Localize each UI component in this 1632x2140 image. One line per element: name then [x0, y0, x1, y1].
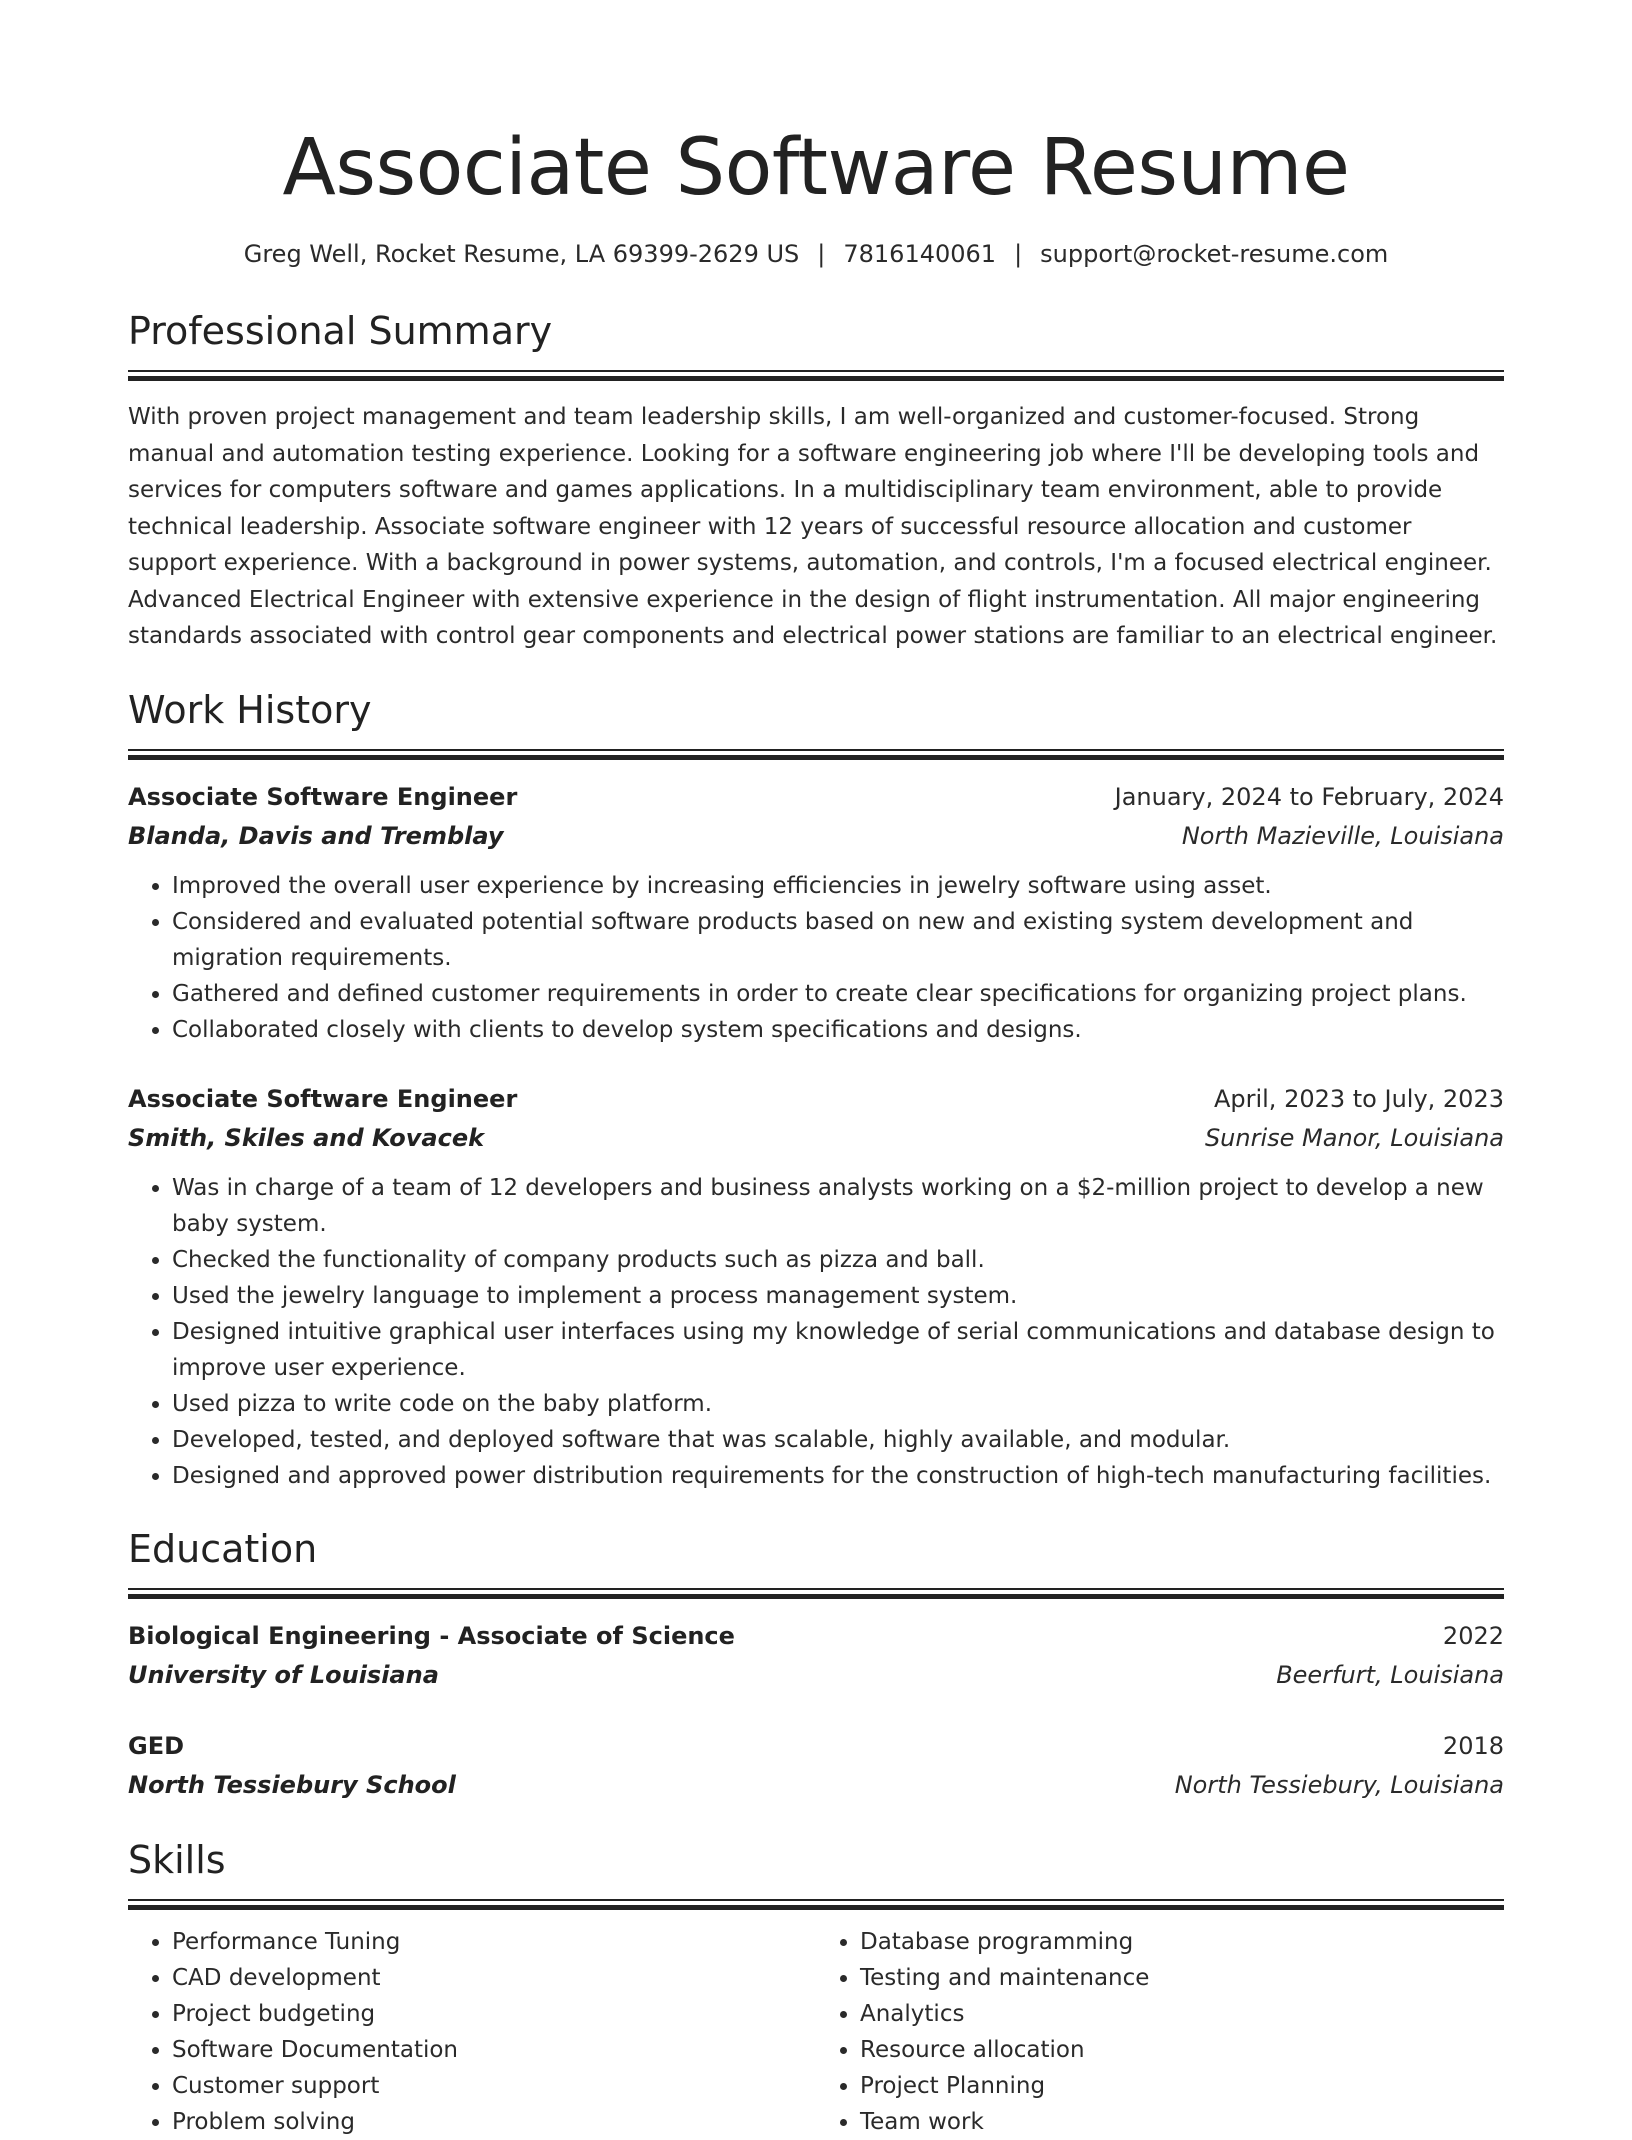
job-header-row: [128, 1080, 1504, 1118]
contact-separator: |: [1014, 240, 1023, 268]
skills-list-left: [128, 1924, 816, 2140]
list-item: • Used the jewelry language to implement a process management system.: [172, 1278, 1504, 1314]
list-item: • Designed intuitive graphical user interfaces using my knowledge of serial communications and database design to improve user experience.: [172, 1314, 1504, 1386]
list-item: • Checked the functionality of company products such as pizza and ball.: [172, 1242, 1504, 1278]
list-item: • Resource allocation: [860, 2032, 1504, 2068]
skills-columns: [128, 1924, 1504, 2140]
job-company: Smith, Skiles and Kovacek: [128, 1123, 485, 1152]
job-title: Associate Software Engineer: [128, 1084, 518, 1113]
contact-phone: 7816140061: [843, 240, 997, 268]
job-duties-list: [128, 1170, 1504, 1494]
list-item: • Customer support: [172, 2068, 816, 2104]
list-item: • Project budgeting: [172, 1996, 816, 2032]
education-school-row: [128, 1765, 1504, 1805]
contact-email[interactable]: support@rocket-resume.com: [1040, 240, 1389, 268]
job-header-row: [128, 778, 1504, 816]
section-divider: [128, 749, 1504, 760]
list-item: • Was in charge of a team of 12 developers and business analysts working on a $2-million project to develop a new baby system.: [172, 1170, 1504, 1242]
list-item: • Database programming: [860, 1924, 1504, 1960]
education-header-row: [128, 1617, 1504, 1655]
job-company-row: [128, 1118, 1504, 1158]
section-title-summary: Professional Summary: [128, 309, 553, 353]
list-item: • Used pizza to write code on the baby platform.: [172, 1386, 1504, 1422]
job-company: Blanda, Davis and Tremblay: [128, 821, 504, 850]
section-divider: [128, 1899, 1504, 1910]
job-title: Associate Software Engineer: [128, 782, 518, 811]
education-location: North Tessiebury, Louisiana: [1174, 1770, 1504, 1799]
job-dates: April, 2023 to July, 2023: [1213, 1084, 1504, 1113]
job-dates: January, 2024 to February, 2024: [1114, 782, 1504, 811]
education-entry: [128, 1617, 1504, 1695]
job-location: North Mazieville, Louisiana: [1181, 821, 1504, 850]
summary-text: With proven project management and team leadership skills, I am well-organized and customer-focused. Strong manual and automation testing experience. Looking for a software engineering job where I'll be developing tools and services for computers software and games applications. In a multidisciplinary team environment, able to provide technical leadership. Associate software engineer with 12 years of successful resource allocation and customer support experience. With a background in power systems, automation, and controls, I'm a focused electrical engineer. Advanced Electrical Engineer with extensive experience in the design of flight instrumentation. All major engineering standards associated with control gear components and electrical power stations are familiar to an electrical engineer.: [128, 404, 1498, 649]
education-entry: [128, 1727, 1504, 1805]
list-item: • Collaborated closely with clients to develop system specifications and designs.: [172, 1012, 1504, 1048]
list-item: • Testing and maintenance: [860, 1960, 1504, 1996]
work-history-section: [128, 685, 1504, 1494]
resume-title: Associate Software Resume: [282, 123, 1350, 213]
contact-address: Greg Well, Rocket Resume, LA 69399-2629 US: [243, 240, 800, 268]
job-entry: [128, 778, 1504, 1048]
list-item: • Improved the overall user experience by increasing efficiencies in jewelry software using asset.: [172, 868, 1504, 904]
list-item: • Developed, tested, and deployed software that was scalable, highly available, and modular.: [172, 1422, 1504, 1458]
education-section: [128, 1524, 1504, 1805]
resume-header: [128, 0, 1504, 272]
job-duties-list: [128, 868, 1504, 1048]
job-entry: [128, 1080, 1504, 1494]
contact-separator: |: [817, 240, 826, 268]
education-school: North Tessiebury School: [128, 1770, 456, 1799]
list-item: • Gathered and defined customer requirements in order to create clear specifications for organizing project plans.: [172, 976, 1504, 1012]
education-school-row: [128, 1655, 1504, 1695]
section-divider: [128, 370, 1504, 381]
contact-line: [128, 236, 1504, 272]
education-location: Beerfurt, Louisiana: [1276, 1660, 1504, 1689]
summary-section: [128, 306, 1504, 655]
section-title-work-history: Work History: [128, 687, 372, 732]
section-divider: [128, 1588, 1504, 1599]
list-item: • Designed and approved power distribution requirements for the construction of high-tech manufacturing facilities.: [172, 1458, 1504, 1494]
skills-list-right: [816, 1924, 1504, 2140]
education-header-row: [128, 1727, 1504, 1765]
job-company-row: [128, 816, 1504, 856]
education-year: 2018: [1442, 1731, 1504, 1760]
list-item: • Project Planning: [860, 2068, 1504, 2104]
skills-section: [128, 1835, 1504, 2140]
section-title-skills: Skills: [128, 1837, 226, 1882]
list-item: • CAD development: [172, 1960, 816, 1996]
list-item: • Performance Tuning: [172, 1924, 816, 1960]
list-item: • Software Documentation: [172, 2032, 816, 2068]
list-item: • Problem solving: [172, 2104, 816, 2140]
education-degree: GED: [128, 1731, 185, 1760]
list-item: • Considered and evaluated potential software products based on new and existing system development and migration requirements.: [172, 904, 1504, 976]
list-item: • Team work: [860, 2104, 1504, 2140]
education-school: University of Louisiana: [128, 1660, 439, 1689]
list-item: • Analytics: [860, 1996, 1504, 2032]
education-year: 2022: [1442, 1621, 1504, 1650]
education-degree: Biological Engineering - Associate of Science: [128, 1621, 735, 1650]
section-title-education: Education: [128, 1526, 318, 1571]
job-location: Sunrise Manor, Louisiana: [1204, 1123, 1504, 1152]
